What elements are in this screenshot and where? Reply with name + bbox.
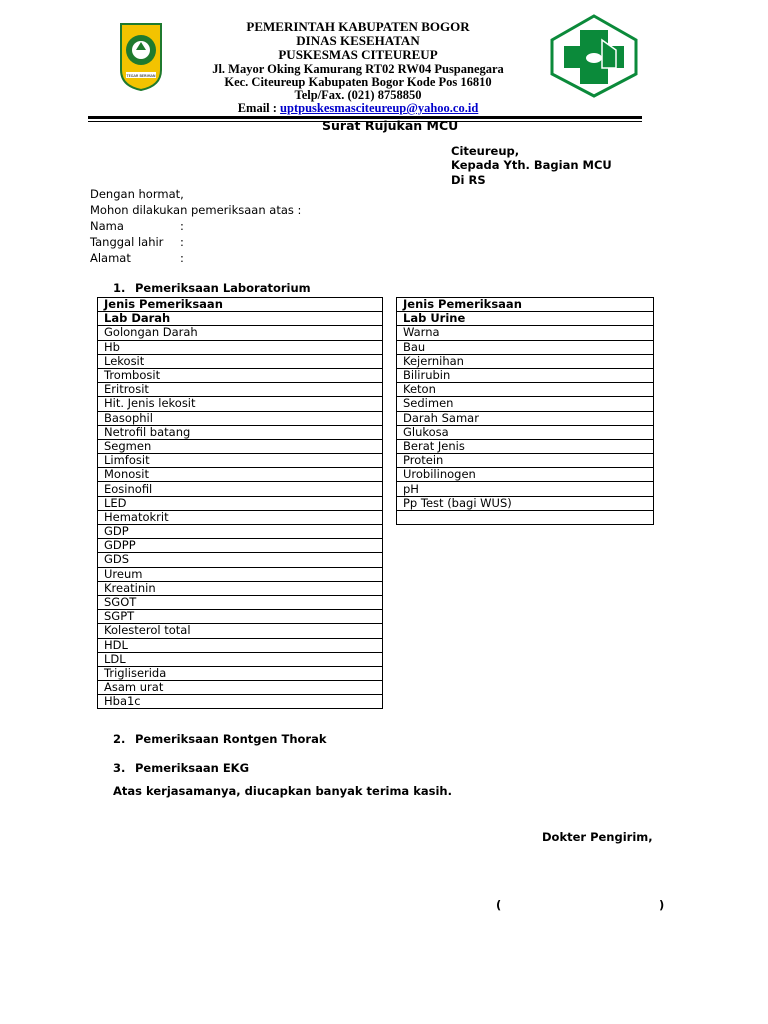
table-cell: Berat Jenis (397, 439, 654, 453)
kop-district: Kec. Citeureup Kabupaten Bogor Kode Pos 16810 (224, 75, 492, 89)
field-label-nama: Nama (90, 219, 124, 233)
table-cell: Asam urat (98, 681, 383, 695)
recipient-at: Di RS (451, 173, 486, 187)
kop-email-link[interactable]: uptpuskesmasciteureup@yahoo.co.id (280, 101, 479, 115)
table-cell: Hb (98, 340, 383, 354)
table-cell: Bau (397, 340, 654, 354)
table-row (98, 510, 383, 524)
table-row (98, 652, 383, 666)
field-sep-nama: : (180, 219, 184, 233)
table-subheader-row (397, 312, 654, 326)
section-1-heading: Pemeriksaan Laboratorium (135, 281, 311, 295)
table-cell: Ureum (98, 567, 383, 581)
section-3-number: 3. (113, 761, 126, 775)
table-row (98, 638, 383, 652)
kop-department: DINAS KESEHATAN (296, 33, 420, 48)
table-cell: Glukosa (397, 425, 654, 439)
field-sep-alamat: : (180, 251, 184, 265)
table-cell (397, 510, 654, 524)
table-cell: Urobilinogen (397, 468, 654, 482)
table-cell: Kreatinin (98, 581, 383, 595)
recipient-to: Kepada Yth. Bagian MCU (451, 158, 612, 172)
table-cell: Monosit (98, 468, 383, 482)
table-cell: Golongan Darah (98, 326, 383, 340)
table-cell: SGPT (98, 610, 383, 624)
table-cell: pH (397, 482, 654, 496)
table-row (98, 525, 383, 539)
table-cell: Warna (397, 326, 654, 340)
table-row (98, 368, 383, 382)
table-cell: GDPP (98, 539, 383, 553)
table-row (98, 340, 383, 354)
table-cell: LED (98, 496, 383, 510)
table-cell: Kolesterol total (98, 624, 383, 638)
table-row (397, 496, 654, 510)
table-row (98, 695, 383, 709)
table-cell: Sedimen (397, 397, 654, 411)
table-row (98, 539, 383, 553)
table-cell: GDP (98, 525, 383, 539)
table-header-cell: Jenis Pemeriksaan (98, 298, 383, 312)
table-header-cell: Jenis Pemeriksaan (397, 298, 654, 312)
table-row (98, 666, 383, 680)
table-cell: HDL (98, 638, 383, 652)
table-row (98, 581, 383, 595)
table-cell: GDS (98, 553, 383, 567)
table-cell: Kejernihan (397, 354, 654, 368)
signature-open-paren: ( (496, 898, 502, 912)
table-subheader-cell: Lab Urine (397, 312, 654, 326)
table-row (98, 567, 383, 581)
table-row (397, 326, 654, 340)
table-cell: Segmen (98, 439, 383, 453)
recipient-place: Citeureup, (451, 144, 520, 158)
table-cell: Lekosit (98, 354, 383, 368)
kop-email-label: Email : (237, 101, 281, 115)
table-cell: Eosinofil (98, 482, 383, 496)
table-cell: Bilirubin (397, 368, 654, 382)
table-row (397, 510, 654, 524)
table-cell: Limfosit (98, 454, 383, 468)
kop-government: PEMERINTAH KABUPATEN BOGOR (246, 19, 470, 34)
table-row (98, 383, 383, 397)
section-1-number: 1. (113, 281, 126, 295)
table-cell: SGOT (98, 595, 383, 609)
table-cell: Keton (397, 383, 654, 397)
table-row (98, 681, 383, 695)
section-2-heading: Pemeriksaan Rontgen Thorak (135, 732, 327, 746)
table-cell: Trombosit (98, 368, 383, 382)
table-cell: Trigliserida (98, 666, 383, 680)
field-label-tanggal-lahir: Tanggal lahir (90, 235, 164, 249)
kop-puskesmas: PUSKESMAS CITEUREUP (278, 47, 438, 62)
lab-urine-table (396, 297, 654, 525)
field-sep-tanggal-lahir: : (180, 235, 184, 249)
table-row (98, 425, 383, 439)
table-cell: Hit. Jenis lekosit (98, 397, 383, 411)
kop-email-line (208, 101, 508, 115)
table-row (98, 482, 383, 496)
table-row (98, 411, 383, 425)
table-cell: Hematokrit (98, 510, 383, 524)
table-row (397, 482, 654, 496)
section-2-number: 2. (113, 732, 126, 746)
table-row (397, 439, 654, 453)
section-3-heading: Pemeriksaan EKG (135, 761, 250, 775)
table-row (98, 468, 383, 482)
table-row (397, 354, 654, 368)
signature-close-paren: ) (659, 898, 665, 912)
table-cell: Pp Test (bagi WUS) (397, 496, 654, 510)
table-cell: Basophil (98, 411, 383, 425)
table-row (98, 439, 383, 453)
table-row (98, 496, 383, 510)
request-text: Mohon dilakukan pemeriksaan atas : (90, 203, 302, 217)
table-row (397, 383, 654, 397)
table-row (397, 454, 654, 468)
signature-label: Dokter Pengirim, (542, 830, 653, 844)
kabupaten-bogor-logo (118, 20, 164, 92)
table-row (98, 595, 383, 609)
table-row (397, 368, 654, 382)
table-row (98, 610, 383, 624)
table-header-row (98, 298, 383, 312)
table-row (98, 454, 383, 468)
table-cell: LDL (98, 652, 383, 666)
logo-motto: TEGAR BERIMAN (126, 74, 156, 78)
table-cell: Protein (397, 454, 654, 468)
greeting: Dengan hormat, (90, 187, 184, 201)
table-row (397, 340, 654, 354)
table-row (397, 468, 654, 482)
table-row (98, 354, 383, 368)
table-row (98, 397, 383, 411)
table-subheader-row (98, 312, 383, 326)
lab-darah-table (97, 297, 383, 709)
field-label-alamat: Alamat (90, 251, 131, 265)
table-row (98, 553, 383, 567)
table-row (98, 624, 383, 638)
table-row (397, 411, 654, 425)
table-header-row (397, 298, 654, 312)
table-row (397, 425, 654, 439)
kop-address: Jl. Mayor Oking Kamurang RT02 RW04 Puspanegara (212, 62, 504, 76)
document-title: Surat Rujukan MCU (322, 118, 459, 133)
table-subheader-cell: Lab Darah (98, 312, 383, 326)
closing-text: Atas kerjasamanya, diucapkan banyak terima kasih. (113, 784, 452, 798)
table-cell: Hba1c (98, 695, 383, 709)
table-cell: Eritrosit (98, 383, 383, 397)
kop-phone: Telp/Fax. (021) 8758850 (294, 88, 422, 102)
table-row (397, 397, 654, 411)
puskesmas-logo (550, 14, 638, 98)
table-cell: Darah Samar (397, 411, 654, 425)
table-cell: Netrofil batang (98, 425, 383, 439)
table-row (98, 326, 383, 340)
